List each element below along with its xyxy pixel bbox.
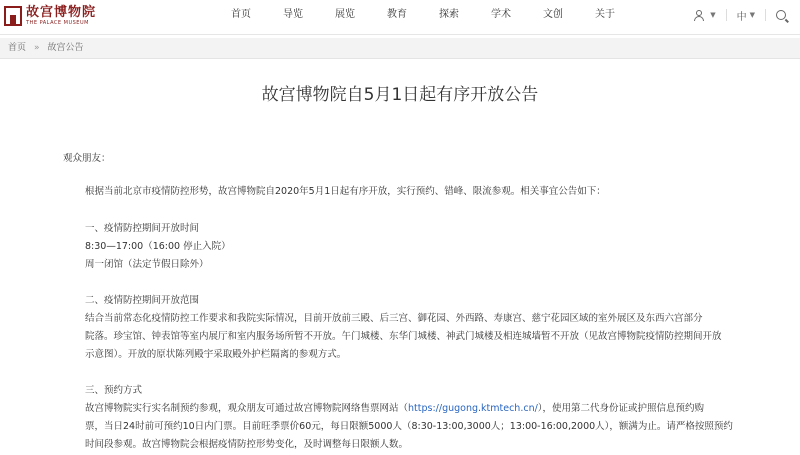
- section-3-line-2: 票，当日24时前可预约10日内门票。目前旺季票价60元，每日限额5000人（8:30-13:00,3000人；13:00-16:00,2000人），额满为止。请严格按照预约: [85, 421, 733, 432]
- logo-chinese-name: 故宫博物院: [26, 5, 97, 20]
- section-3-line-1: [85, 400, 704, 414]
- language-selector[interactable]: [727, 9, 766, 21]
- nav-item-home[interactable]: 首页: [231, 9, 251, 20]
- search-icon: [776, 10, 786, 20]
- logo-english-name: THE PALACE MUSEUM: [26, 20, 89, 26]
- header-tools: [683, 0, 790, 30]
- palace-gate-icon: [4, 6, 22, 26]
- section-2-title: 二、疫情防控期间开放范围: [85, 295, 200, 306]
- nav-item-education[interactable]: 教育: [387, 9, 407, 20]
- nav-item-about[interactable]: 关于: [595, 9, 615, 20]
- intro-paragraph: 根据当前北京市疫情防控形势，故宫博物院自2020年5月1日起有序开放，实行预约、错峰、限流参观。相关事宜公告如下：: [85, 186, 606, 197]
- search-button[interactable]: [766, 9, 790, 21]
- greeting: 观众朋友：: [63, 153, 111, 164]
- user-icon: [693, 10, 703, 20]
- nav-item-guide[interactable]: 导览: [283, 9, 303, 20]
- section-3-title: 三、预约方式: [85, 385, 143, 396]
- opening-hours: 8:30—17:00（16:00 停止入院）: [85, 241, 231, 252]
- closed-day-note: 周一闭馆（法定节假日除外）: [85, 259, 209, 270]
- nav-item-explore[interactable]: 探索: [439, 9, 459, 20]
- palace-museum-logo[interactable]: [4, 4, 96, 28]
- breadcrumb-current[interactable]: 故宫公告: [47, 43, 84, 53]
- language-label: 中: [736, 11, 747, 23]
- section-3-text-a: 故宫博物院实行实名制预约参观，观众朋友可通过故宫博物院网络售票网站（: [85, 403, 409, 414]
- chevron-down-icon: ▼: [749, 11, 755, 19]
- chevron-down-icon: ▼: [710, 11, 716, 19]
- ticket-website-link[interactable]: https://gugong.ktmtech.cn/: [408, 403, 538, 414]
- breadcrumb-home[interactable]: 首页: [8, 43, 27, 53]
- section-1-title: 一、疫情防控期间开放时间: [85, 223, 200, 234]
- section-2-line-1: 结合当前常态化疫情防控工作要求和我院实际情况，目前开放前三殿、后三宫、御花园、外西路、寿康宫、慈宁花园区域的室外展区及东西六宫部分: [85, 313, 703, 324]
- section-2-line-2: 院落。珍宝馆、钟表馆等室内展厅和室内服务场所暂不开放。午门城楼、东华门城楼、神武门城楼及相连城墙暂不开放（见故宫博物院疫情防控期间开放: [85, 331, 722, 342]
- nav-item-exhibitions[interactable]: 展览: [335, 9, 355, 20]
- user-menu[interactable]: [683, 9, 726, 21]
- nav-item-academic[interactable]: 学术: [491, 9, 511, 20]
- breadcrumb: [8, 38, 84, 58]
- section-2-line-3: 示意图）。开放的原状陈列殿宇采取殿外护栏隔离的参观方式。: [85, 349, 347, 360]
- breadcrumb-separator: »: [34, 43, 40, 53]
- nav-item-cultural-products[interactable]: 文创: [543, 9, 563, 20]
- breadcrumb-bar: [0, 38, 800, 59]
- top-navigation-bar: [0, 0, 800, 35]
- section-3-text-b: ），使用第二代身份证或护照信息预约购: [537, 403, 705, 414]
- page-title: 故宫博物院自5月1日起有序开放公告: [261, 85, 539, 105]
- main-nav: [215, 0, 631, 30]
- section-3-line-3: 时间段参观。故宫博物院会根据疫情防控形势变化，及时调整每日限额人数。: [85, 439, 409, 450]
